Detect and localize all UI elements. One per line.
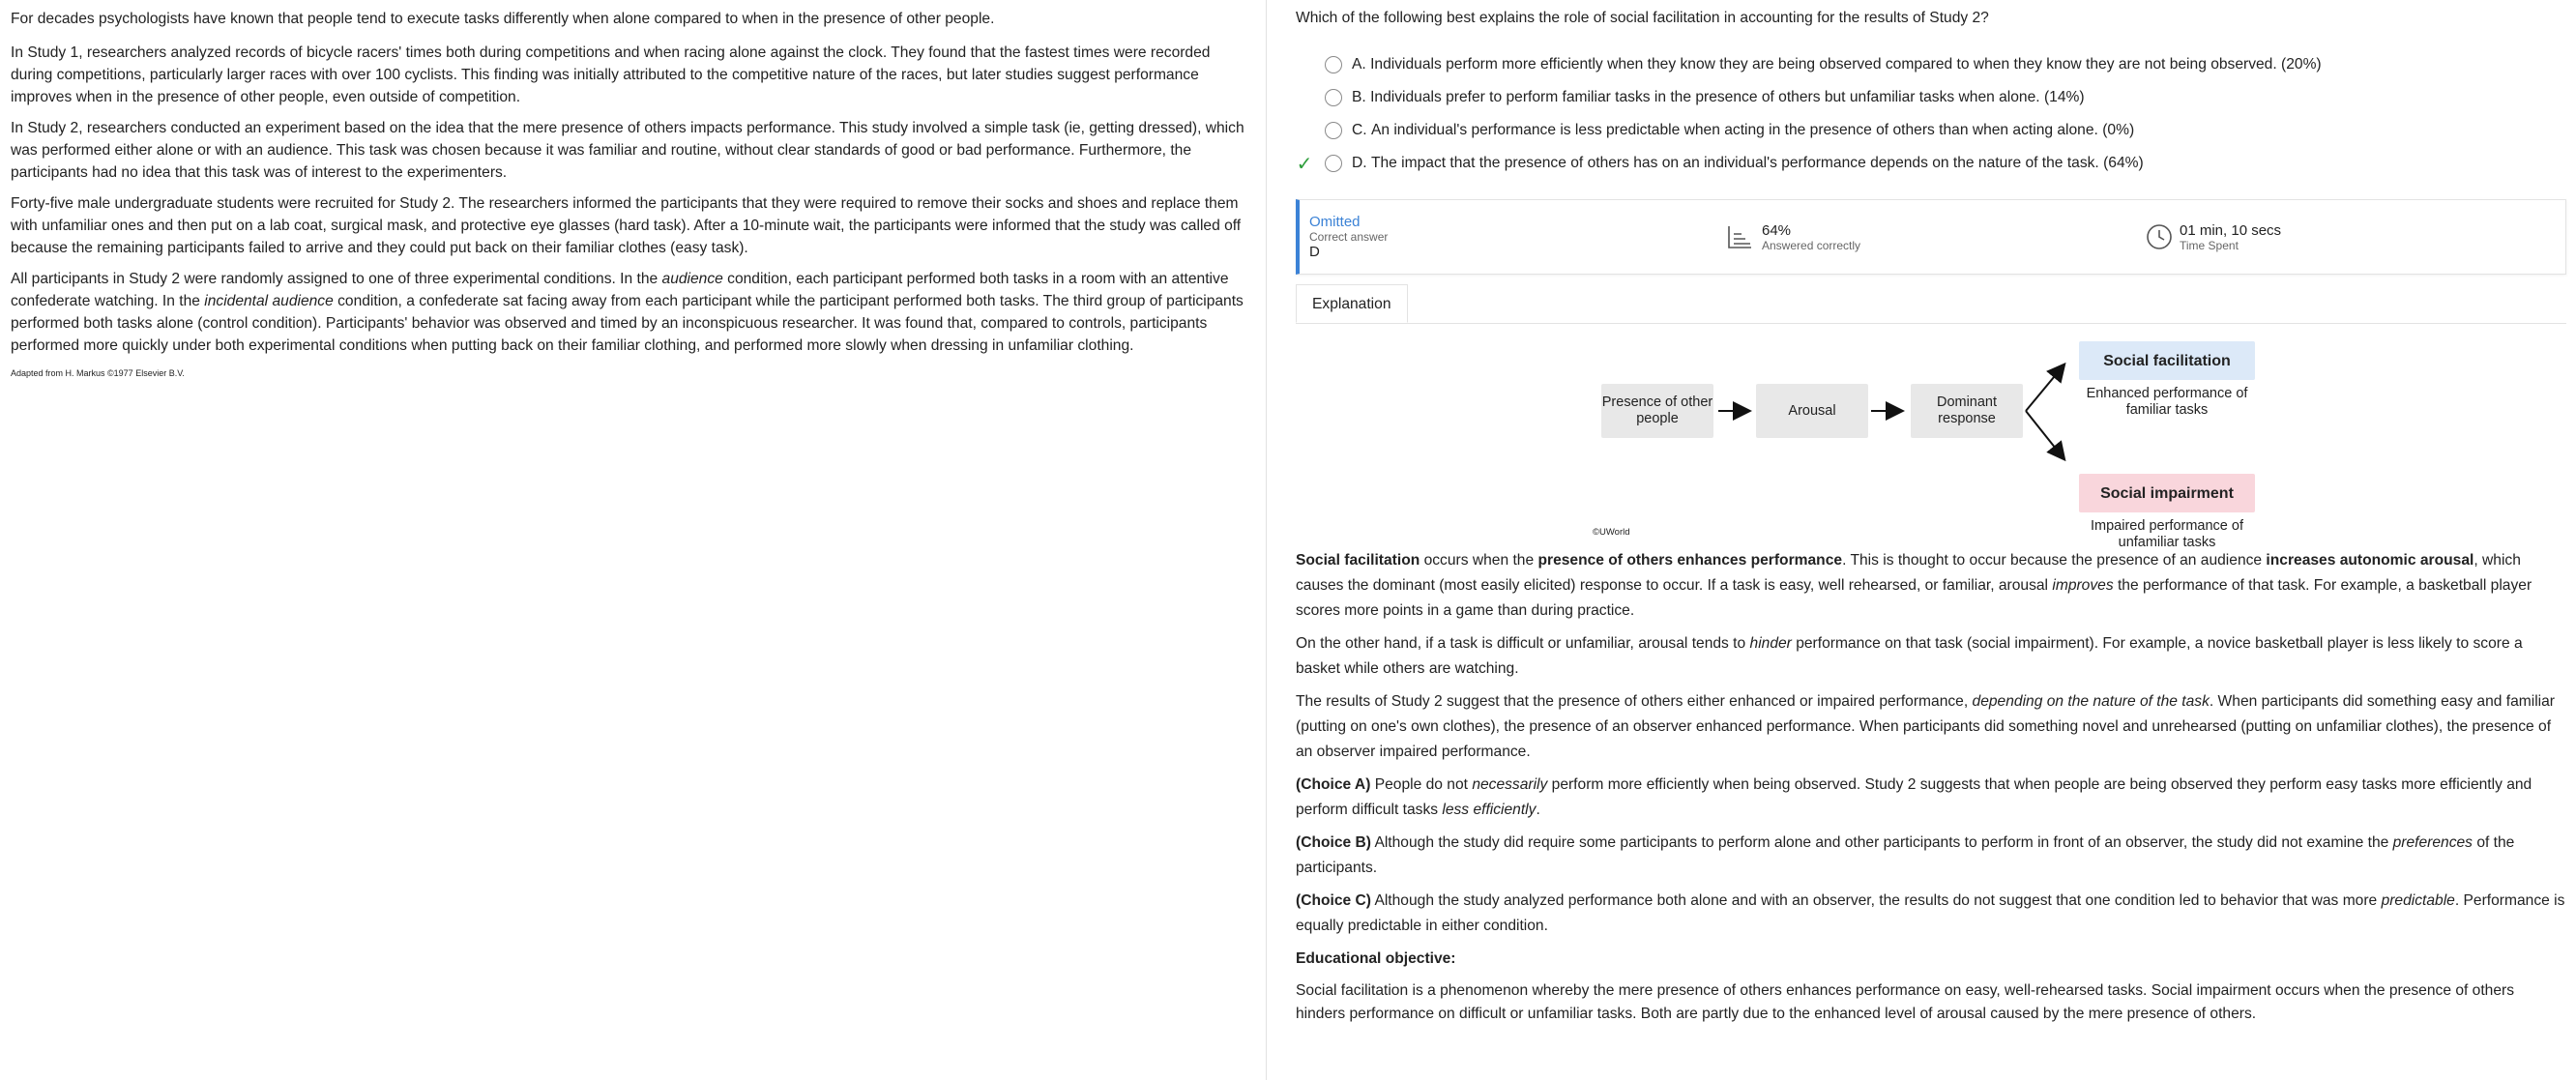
answer-choices	[1292, 48, 2576, 180]
tab-explanation[interactable]: Explanation	[1296, 284, 1408, 323]
time-value: 01 min, 10 secs	[2180, 221, 2282, 239]
choice-percent: (14%)	[2043, 89, 2085, 105]
text: perform more efficiently when being observed. Study 2 suggests that when people are being observed they perform easy tasks more efficiently and perform difficult tasks	[1296, 776, 2532, 818]
passage-text: condition, each participant performed both tasks in a room with an attentive confederate watching. In the	[11, 271, 1229, 309]
explanation-paragraph	[1296, 548, 2566, 624]
italic-term: preferences	[2392, 834, 2473, 851]
radio-button[interactable]	[1325, 56, 1342, 73]
social-impairment-box: Social impairment	[2079, 474, 2255, 512]
arrow-to-facilitation	[2026, 365, 2064, 411]
presence-box: Presence of other people	[1601, 384, 1713, 438]
text: . This is thought to occur because the presence of an audience	[1842, 552, 2267, 569]
choice-b[interactable]	[1292, 81, 2576, 114]
choice-label: (Choice C)	[1296, 892, 1371, 909]
choice-percent: (0%)	[2102, 122, 2135, 138]
text: of the participants.	[1296, 834, 2515, 876]
facilitation-caption: Enhanced performance of familiar tasks	[2086, 386, 2248, 418]
text: performance on that task (social impairment). For example, a novice basketball player is less likely to score a basket while others are watching.	[1296, 635, 2523, 677]
text: Although the study analyzed performance both alone and with an observer, the results do not suggest that one condition led to behavior that was more	[1370, 892, 2382, 909]
passage-panel	[0, 0, 1267, 1080]
choice-c[interactable]	[1292, 114, 2576, 147]
correct-check-icon: ✓	[1296, 153, 1313, 175]
explanation-paragraph	[1296, 689, 2566, 765]
explanation-body	[1296, 548, 2566, 1026]
tab-bar	[1296, 284, 2566, 324]
choice-d[interactable]	[1292, 147, 2576, 180]
impairment-caption: Impaired performance of unfamiliar tasks	[2091, 518, 2243, 550]
stat-correct-answer	[1300, 214, 1725, 260]
bold-term: increases autonomic arousal	[2266, 552, 2474, 569]
text: Although the study did require some participants to perform alone and other participants to perform in front of an observer, the study did not examine the	[1370, 834, 2393, 851]
choice-text: The impact that the presence of others has on an individual's performance depends on the nature of the task.	[1370, 155, 2099, 171]
choice-label: (Choice A)	[1296, 776, 1371, 793]
passage-paragraph	[11, 268, 1248, 357]
bold-term: presence of others enhances performance	[1537, 552, 1843, 569]
text: The results of Study 2 suggest that the presence of others either enhanced or impaired performance,	[1296, 693, 1973, 710]
dominant-response-box: Dominant response	[1911, 384, 2023, 438]
radio-button[interactable]	[1325, 155, 1342, 172]
text: . When participants did something easy and familiar (putting on one's own clothes), the presence of an observer enhanced performance. When participants did something novel and unrehearsed (putting on unfamiliar clothes), the presence of an observer impaired performance.	[1296, 693, 2555, 760]
passage-credit: Adapted from H. Markus ©1977 Elsevier B.V.	[11, 368, 185, 378]
social-facilitation-diagram	[1296, 324, 2572, 548]
radio-button[interactable]	[1325, 122, 1342, 139]
choice-letter: C.	[1352, 122, 1367, 138]
italic-term: less efficiently	[1442, 802, 1537, 818]
italic-term: improves	[2052, 577, 2114, 594]
choice-a[interactable]	[1292, 48, 2576, 81]
time-label: Time Spent	[2180, 238, 2239, 252]
choice-text: An individual's performance is less predictable when acting in the presence of others than when acting alone.	[1370, 122, 2098, 138]
clock-icon	[2145, 222, 2174, 251]
passage-italic: audience	[661, 271, 723, 287]
choice-percent: (20%)	[2281, 56, 2322, 73]
stat-time-spent	[2145, 222, 2281, 252]
stats-bar	[1296, 199, 2566, 275]
choice-b-explanation	[1296, 831, 2566, 881]
italic-term: necessarily	[1472, 776, 1548, 793]
choice-label: (Choice B)	[1296, 834, 1371, 851]
choice-letter: D.	[1352, 155, 1367, 171]
text: On the other hand, if a task is difficult or unfamiliar, arousal tends to	[1296, 635, 1750, 652]
text: the performance of that task. For example, a basketball player scores more points in a game than during practice.	[1296, 577, 2532, 619]
choice-a-explanation	[1296, 773, 2566, 823]
social-facilitation-box: Social facilitation	[2079, 341, 2255, 380]
choice-letter: A.	[1352, 56, 1366, 73]
explanation-paragraph	[1296, 631, 2566, 682]
percent-value: 64%	[1762, 221, 1792, 239]
question-panel	[1267, 0, 2576, 1080]
educational-objective-text: Social facilitation is a phenomenon whereby the mere presence of others enhances performance on easy, well-rehearsed tasks. Social impairment occurs when the presence of others hinders performance on difficult or unfamiliar tasks. Both are partly due to the enhanced level of arousal caused by the mere presence of others.	[1296, 982, 2515, 1022]
diagram-copyright: ©UWorld	[1593, 527, 1630, 538]
passage-paragraph: In Study 2, researchers conducted an experiment based on the idea that the mere presence of others impacts performance. This study involved a simple task (ie, getting dressed), which was performed either alone or with an audience. This task was chosen because it was familiar and routine, without clear standards of good or bad performance. Furthermore, the participants had no idea that this task was of interest to the experimenters.	[11, 120, 1244, 181]
italic-term: predictable	[2381, 892, 2455, 909]
arrow-to-impairment	[2026, 411, 2064, 458]
correct-answer-value: D	[1309, 244, 1320, 260]
text: . Performance is equally predictable in either condition.	[1296, 892, 2565, 934]
passage-italic: incidental audience	[204, 293, 334, 309]
passage-text: All participants in Study 2 were randomly assigned to one of three experimental conditions. In the	[11, 271, 662, 287]
choice-c-explanation	[1296, 889, 2566, 939]
arousal-box: Arousal	[1756, 384, 1868, 438]
percent-label: Answered correctly	[1762, 238, 1861, 252]
omitted-status: Omitted	[1309, 214, 1361, 230]
radio-button[interactable]	[1325, 89, 1342, 106]
educational-objective-title: Educational objective:	[1296, 950, 1456, 967]
passage-paragraph: In Study 1, researchers analyzed records of bicycle racers' times both during competitions and when racing alone against the clock. They found that the fastest times were recorded during competitions, particularly larger races with over 100 cyclists. This finding was initially attributed to the competitive nature of the races, but later studies suggest performance improves when in the presence of other people, even outside of competition.	[11, 44, 1211, 105]
question-stem: Which of the following best explains the role of social facilitation in accounting for the results of Study 2?	[1296, 10, 1989, 26]
choice-letter: B.	[1352, 89, 1366, 105]
text: occurs when the	[1420, 552, 1538, 569]
choice-percent: (64%)	[2103, 155, 2144, 171]
italic-term: depending on the nature of the task	[1972, 693, 2210, 710]
passage-paragraph: For decades psychologists have known that people tend to execute tasks differently when alone compared to when in the presence of other people.	[11, 11, 995, 27]
text: , which causes the dominant (most easily elicited) response to occur. If a task is easy, well rehearsed, or familiar, arousal	[1296, 552, 2521, 594]
choice-text: Individuals prefer to perform familiar tasks in the presence of others but unfamiliar tasks when alone.	[1370, 89, 2040, 105]
passage-text: condition, a confederate sat facing away from each participant while the participant performed both tasks. The third group of participants performed both tasks alone (control condition). Participants' behavior was observed and timed by an inconspicuous researcher. It was found that, compared to controls, participants performed more quickly under both experimental conditions when putting back on their familiar clothing, and performed more slowly when dressing in unfamiliar clothing.	[11, 293, 1244, 354]
choice-text: Individuals perform more efficiently when they know they are being observed compared to when they know they are not being observed.	[1370, 56, 2277, 73]
italic-term: hinder	[1749, 635, 1792, 652]
bold-term: Social facilitation	[1296, 552, 1420, 569]
text: .	[1536, 802, 1540, 818]
bar-chart-icon	[1725, 222, 1754, 251]
stat-percent-correct	[1725, 222, 2145, 252]
text: People do not	[1370, 776, 1473, 793]
passage-paragraph: Forty-five male undergraduate students were recruited for Study 2. The researchers informed the participants that they were required to remove their socks and shoes and replace them with unfamiliar ones and then put on a lab coat, surgical mask, and protective eye glasses (hard task). After a 10-minute wait, the participants were informed that the study was called off because the remaining participants failed to arrive and they could put back on their familiar clothes (easy task).	[11, 195, 1242, 256]
correct-answer-label: Correct answer	[1309, 230, 1389, 244]
